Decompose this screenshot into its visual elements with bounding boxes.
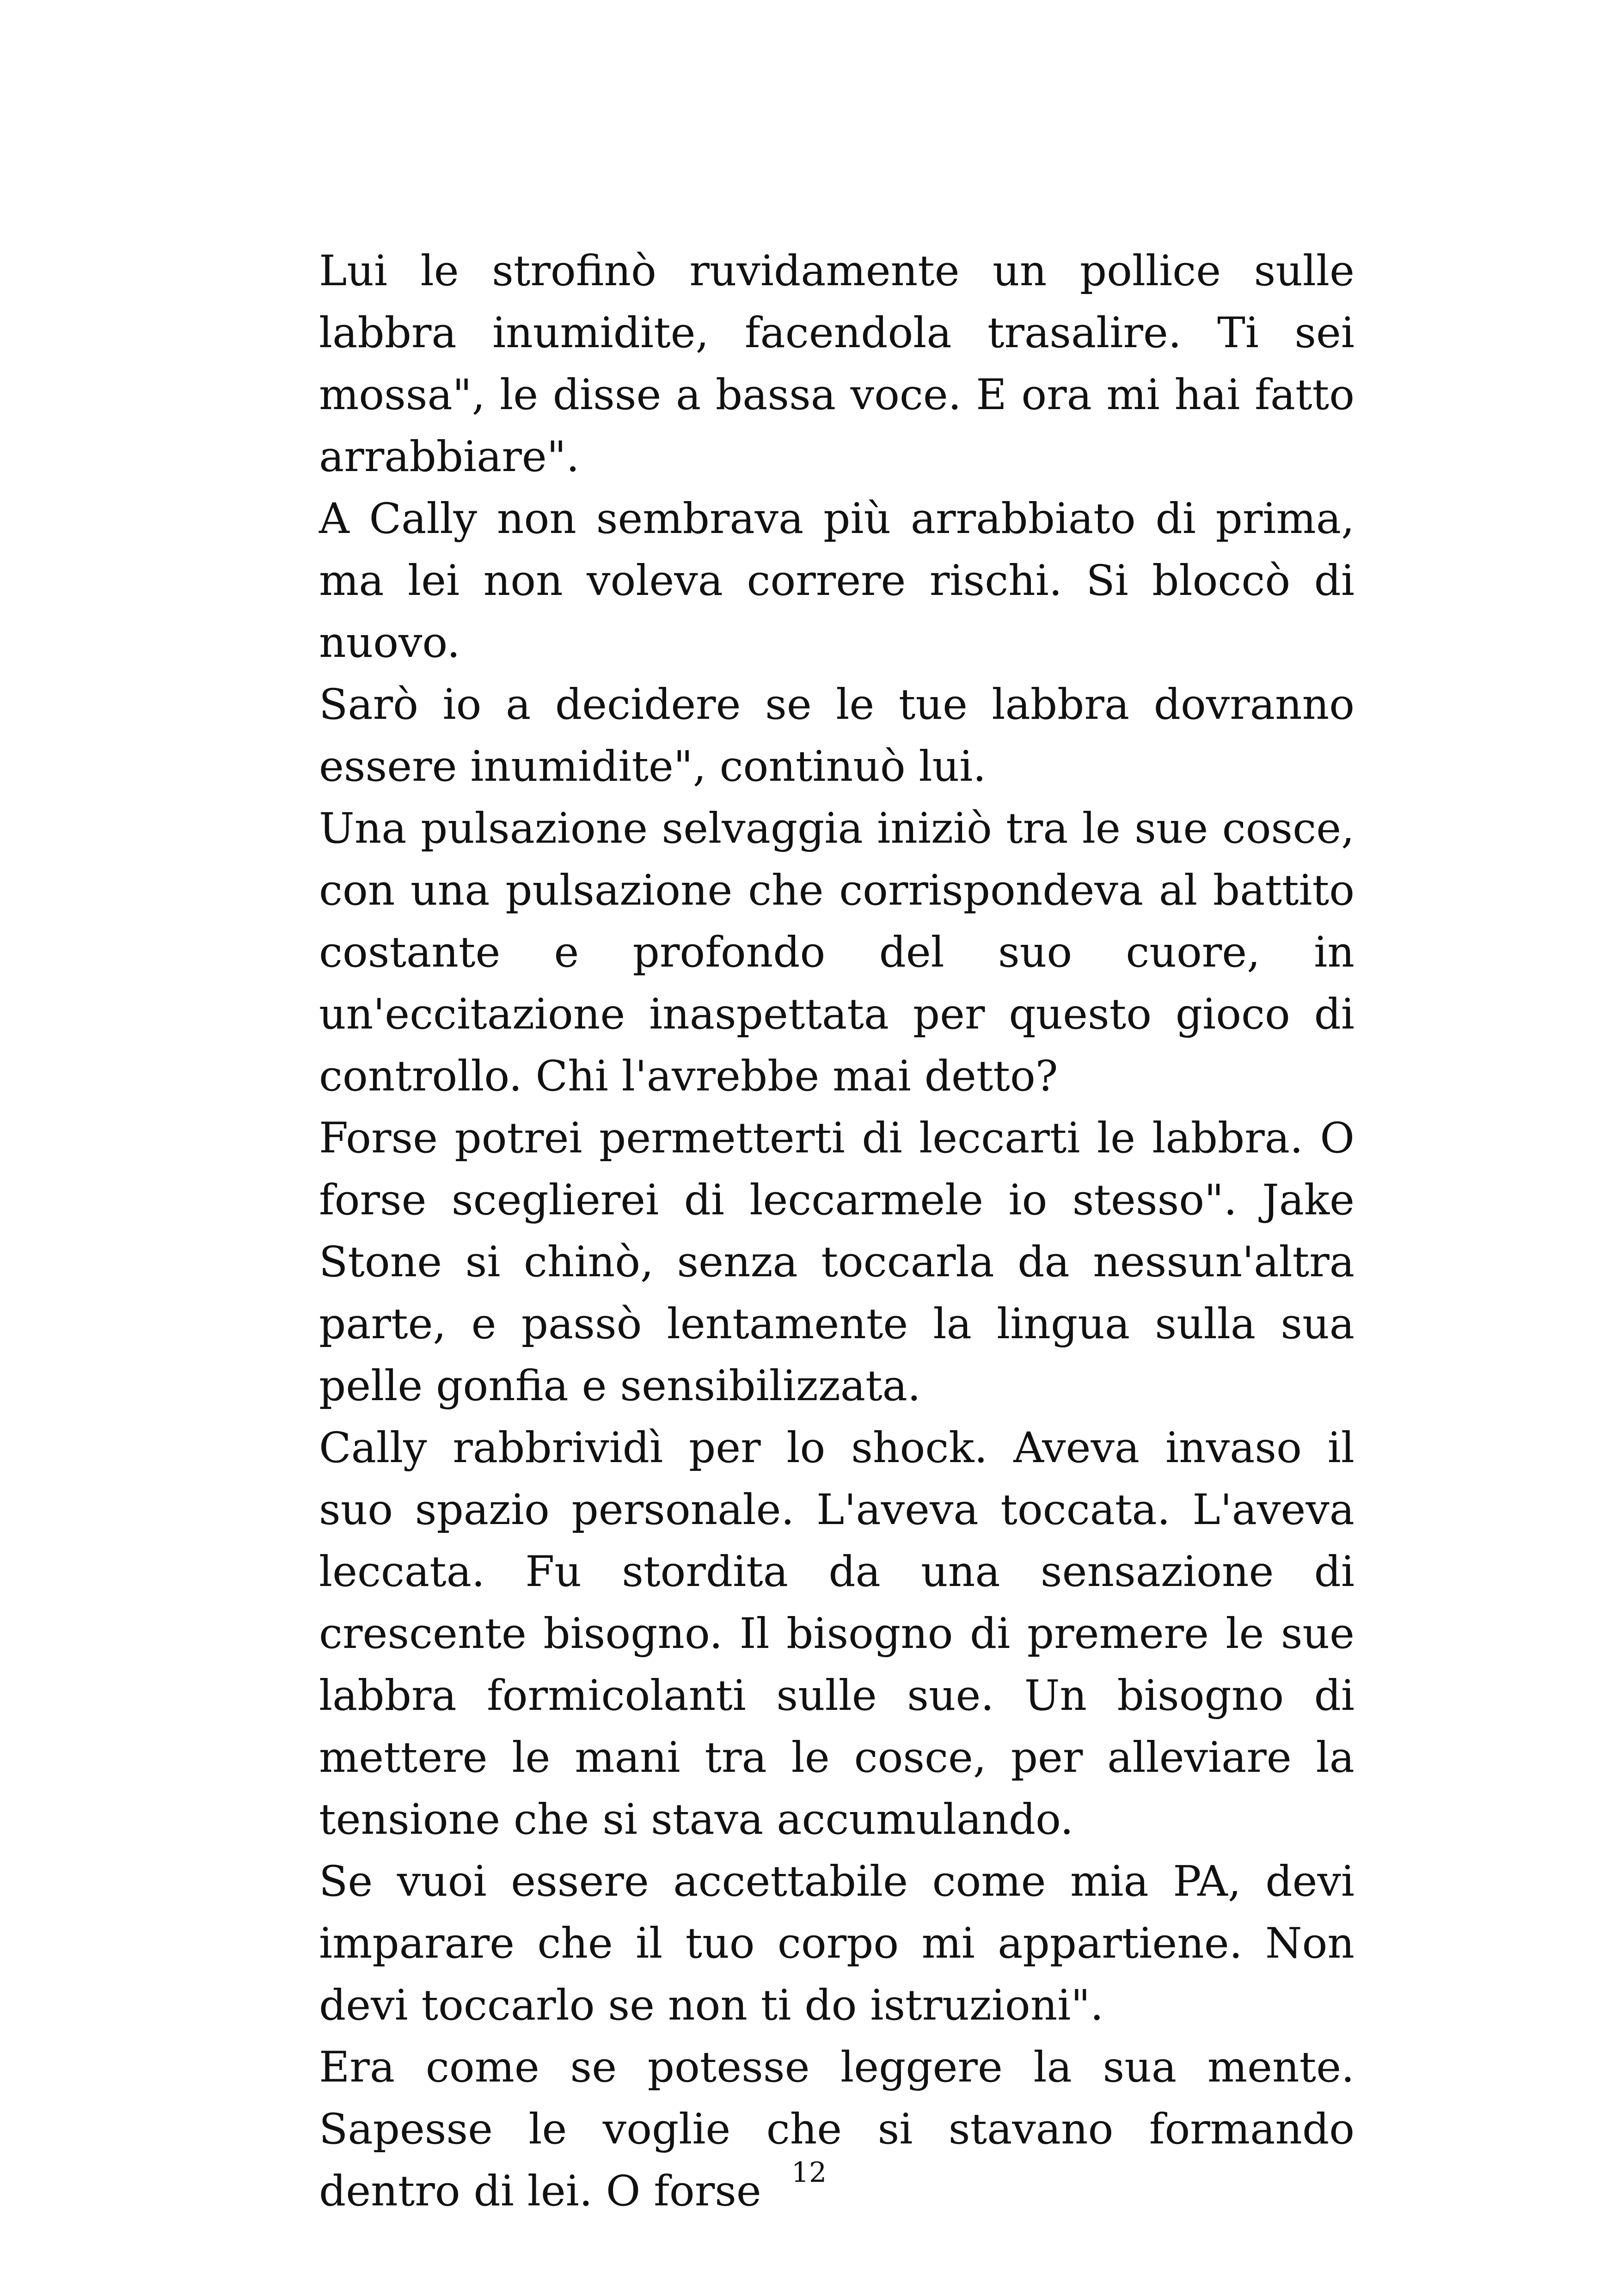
paragraph: Cally rabbrividì per lo shock. Aveva invaso il suo spazio personale. L'aveva toccata. L'aveva leccata. Fu stordita da una sensazione di crescente bisogno. Il bisogno di premere le sue labbra formicolanti sulle sue. Un bisogno di mettere le mani tra le cosce, per alleviare la tensione che si stava accumulando. [319, 1424, 1354, 1844]
page-number: 12 [791, 2156, 827, 2189]
paragraph: Era come se potesse leggere la sua mente. Sapesse le voglie che si stavano formando dentro di lei. O forse [319, 2043, 1354, 2216]
paragraph: Una pulsazione selvaggia iniziò tra le sue cosce, con una pulsazione che corrispondeva al battito costante e profondo del suo cuore, in un'eccitazione inaspettata per questo gioco di controllo. Chi l'avrebbe mai detto? [319, 804, 1354, 1101]
body-text [319, 240, 1354, 2223]
paragraph: Se vuoi essere accettabile come mia PA, devi imparare che il tuo corpo mi appartiene. Non devi toccarlo se non ti do istruzioni". [319, 1857, 1354, 2030]
paragraph: Sarò io a decidere se le tue labbra dovranno essere inumidite", continuò lui. [319, 680, 1354, 791]
paragraph: A Cally non sembrava più arrabbiato di prima, ma lei non voleva correre rischi. Si bloccò di nuovo. [319, 495, 1354, 667]
paragraph: Forse potrei permetterti di leccarti le labbra. O forse sceglierei di leccarmele io stesso". Jake Stone si chinò, senza toccarla da nessun'altra parte, e passò lentamente la lingua sulla sua pelle gonfia e sensibilizzata. [319, 1114, 1354, 1410]
paragraph: Lui le strofinò ruvidamente un pollice sulle labbra inumidite, facendola trasalire. Ti sei mossa", le disse a bassa voce. E ora mi hai fatto arrabbiare". [319, 247, 1354, 481]
